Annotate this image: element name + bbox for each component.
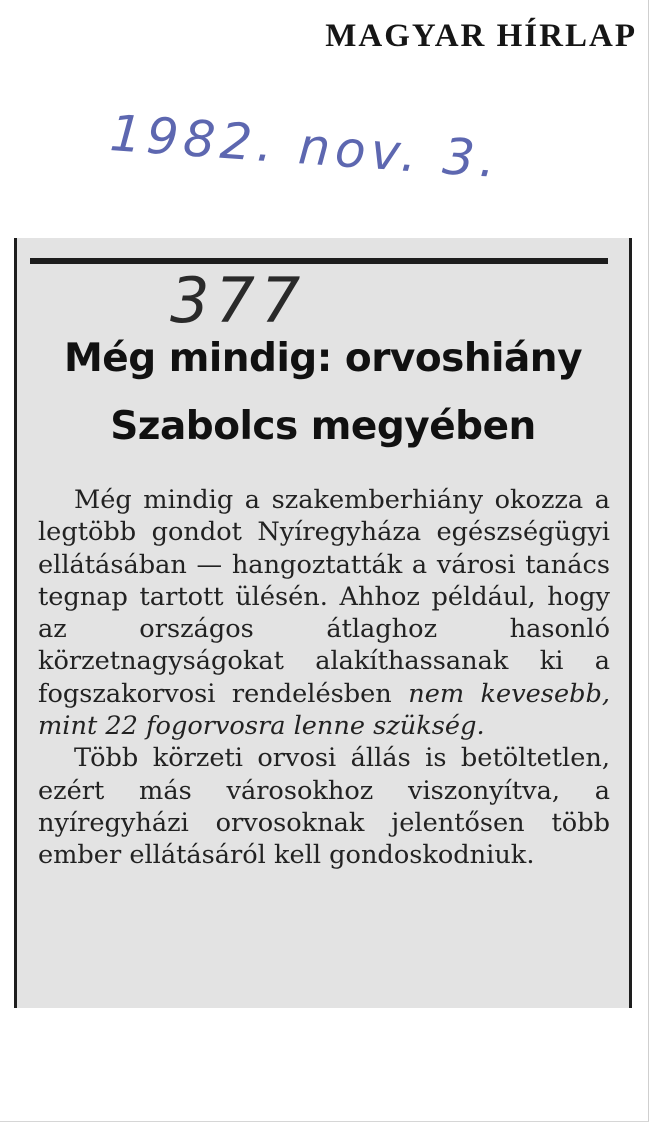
paragraph-1-emphasis: nem kevesebb, mint 22 fogorvosra lenne szükség.: [38, 678, 610, 742]
newspaper-masthead: MAGYAR HÍRLAP: [325, 18, 637, 54]
article-paragraph-1: [38, 484, 610, 742]
headline-line-2: Szabolcs megyében: [110, 404, 536, 449]
handwritten-archive-number: 377: [170, 264, 307, 337]
headline-line-1: Még mindig: orvoshiány: [64, 336, 582, 381]
top-rule-divider: [30, 258, 608, 264]
article-body: [38, 484, 610, 872]
paragraph-1-text: Még mindig a szakemberhiány okozza a legtöbb gondot Nyíregyháza egészségügyi ellátásában — hangoztatták a városi tanács tegnap tartott ülésén. Ahhoz például, hogy az országos átlaghoz hasonló körzetnagyságokat alakíthassanak ki a fogszakorvosi rendelésben: [38, 485, 610, 709]
article-paragraph-2: Több körzeti orvosi állás is betöltetlen, ezért más városokhoz viszonyítva, a nyíregyházi orvosoknak jelentősen több ember ellátásáról kell gondoskodniuk.: [38, 743, 610, 871]
handwritten-date: 1982. nov. 3.: [107, 104, 503, 190]
